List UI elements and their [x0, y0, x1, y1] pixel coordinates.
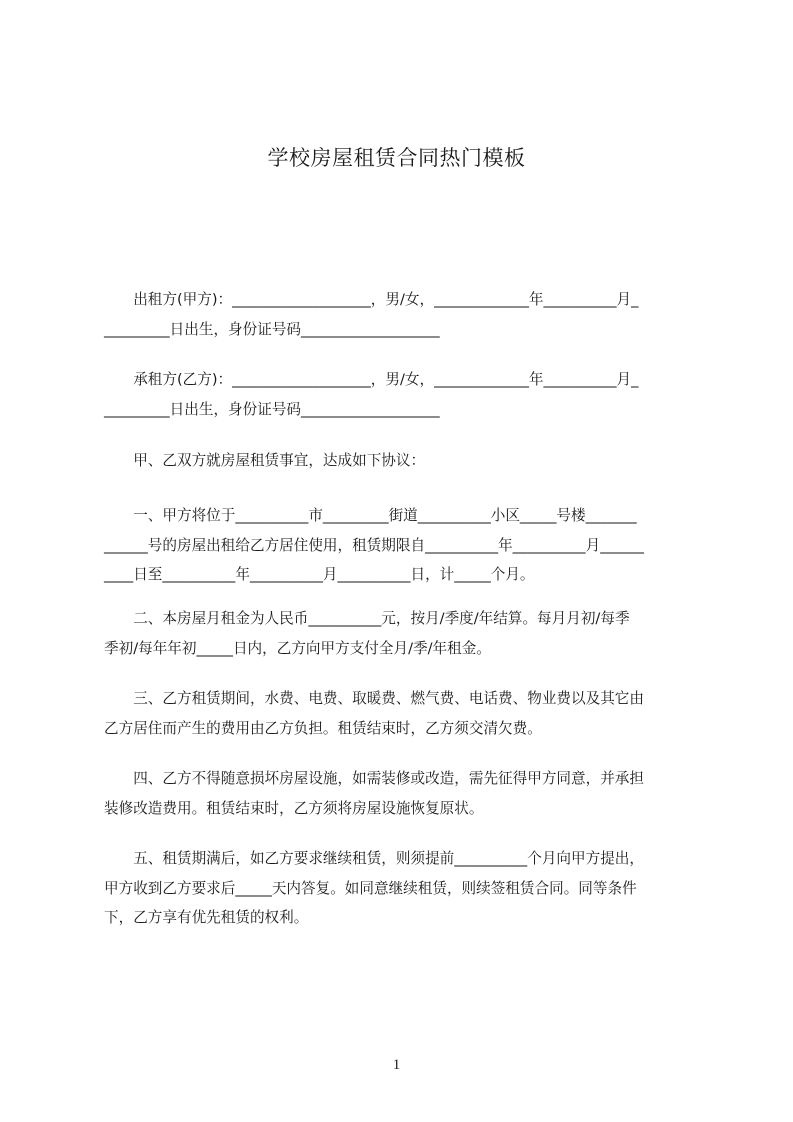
paragraph-line: ____日至__________年__________月__________日，计_____个月。 — [104, 566, 535, 583]
paragraph-lessee — [104, 365, 702, 424]
paragraph-line: 五、租赁期满后，如乙方要求继续租赁，则须提前__________个月向甲方提出， — [104, 850, 644, 867]
paragraph-line: 乙方居住而产生的费用由乙方负担。租赁结束时，乙方须交清欠费。 — [104, 719, 542, 737]
paragraph-line: 承租方(乙方)：___________________，男/女，_____________年__________月_ — [104, 371, 639, 388]
paragraph-line: 三、乙方租赁期间，水费、电费、取暖费、燃气费、电话费、物业费以及其它由 — [104, 690, 644, 707]
paragraph-lessor — [104, 285, 702, 344]
paragraph-line: 一、甲方将位于__________市_________街道__________小区_____号楼_______ — [104, 507, 637, 524]
paragraph-line: ______号的房屋出租给乙方居住使用，租赁期限自__________年__________月______ — [104, 536, 644, 554]
clause-4 — [104, 764, 702, 823]
page-number: 1 — [392, 1057, 401, 1073]
clause-1 — [104, 501, 702, 590]
paragraph-line: 装修改造费用。租赁结束时，乙方须将房屋设施恢复原状。 — [104, 799, 484, 817]
paragraph-line: 季初/每年年初_____日内，乙方向甲方支付全月/季/年租金。 — [104, 639, 491, 657]
paragraph-line: _________日出生，身份证号码___________________ — [104, 320, 440, 338]
clause-5 — [104, 844, 702, 933]
document-title: 学校房屋租赁合同热门模板 — [267, 146, 526, 170]
paragraph-line: 四、乙方不得随意损坏房屋设施，如需装修或改造，需先征得甲方同意，并承担 — [104, 770, 644, 787]
paragraph-line: _________日出生，身份证号码___________________ — [104, 400, 440, 418]
clause-2 — [104, 604, 702, 663]
paragraph-line: 二、本房屋月租金为人民币__________元，按月/季度/年结算。每月月初/每季 — [104, 610, 630, 627]
paragraph-line: 出租方(甲方)：___________________，男/女，_____________年__________月_ — [104, 291, 639, 308]
paragraph-line: 甲、乙双方就房屋租赁事宜，达成如下协议： — [104, 452, 426, 469]
clause-3 — [104, 684, 702, 743]
paragraph-line: 下，乙方享有优先租赁的权利。 — [104, 909, 309, 926]
paragraph-intro — [104, 446, 702, 476]
paragraph-line: 甲方收到乙方要求后_____天内答复。如同意继续租赁，则续签租赁合同。同等条件 — [104, 879, 637, 897]
